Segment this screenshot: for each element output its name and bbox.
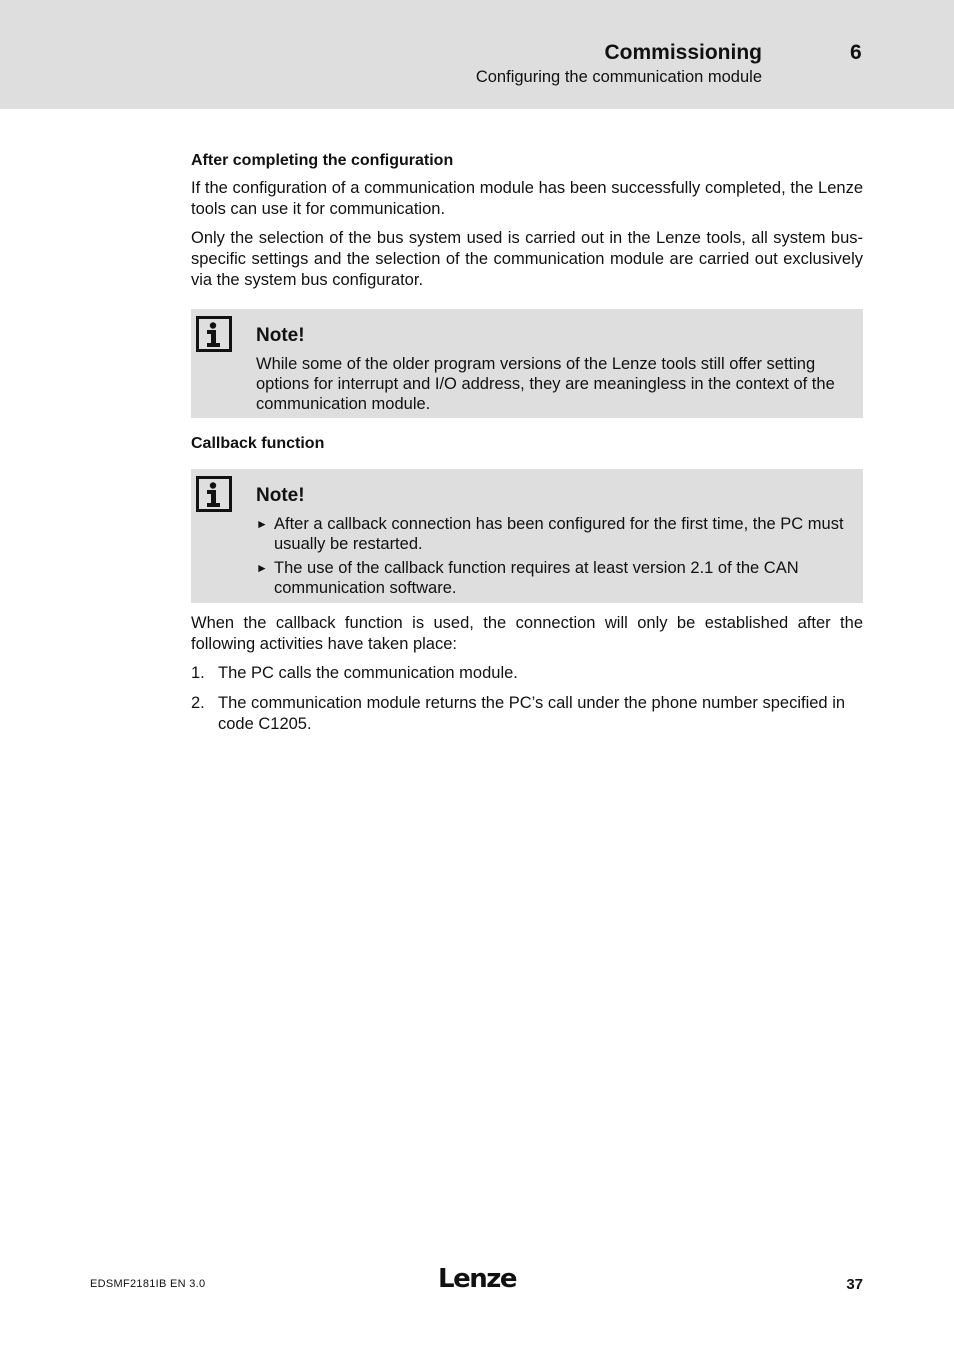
section-heading-callback: Callback function [191,435,325,452]
bullet-text: After a callback connection has been configured for the first time, the PC must usually be restarted. [274,515,844,553]
info-icon [196,476,232,512]
note-title: Note! [256,325,305,346]
note-title: Note! [256,485,305,506]
chapter-subtitle: Configuring the communication module [475,68,762,86]
page-number: 37 [846,1276,863,1293]
paragraph: When the callback function is used, the connection will only be established after the following activities have taken place: [191,614,863,653]
page-content [191,150,863,744]
bullet-text: The use of the callback function requires at least version 2.1 of the CAN communication software. [274,559,799,597]
section-heading-after-config: After completing the configuration [191,152,454,169]
chapter-title: Commissioning [604,41,762,64]
list-text: The PC calls the communication module. [218,664,518,682]
footer-document-id: EDSMF2181IB EN 3.0 [90,1278,206,1290]
list-item [191,663,863,684]
chapter-number: 6 [850,41,862,64]
list-item [191,693,863,735]
triangle-bullet-icon: ► [256,517,268,531]
note-box [191,309,863,418]
lenze-logo: Lenze [438,1264,516,1294]
list-number: 2. [191,694,205,712]
list-text: The communication module returns the PC’s call under the phone number specified in code C1205. [218,694,846,733]
note-text: While some of the older program versions of the Lenze tools still offer setting options for interrupt and I/O address, they are meaningless in the context of the communication module. [256,355,835,413]
note-box [191,469,863,603]
paragraph: If the configuration of a communication module has been successfully completed, the Lenze tools can use it for communication. [191,179,863,218]
list-number: 1. [191,664,205,682]
triangle-bullet-icon: ► [256,561,268,575]
info-icon [196,316,232,352]
paragraph: Only the selection of the bus system used is carried out in the Lenze tools, all system bus-specific settings and the selection of the communication module are carried out exclusively via the system bus configurator. [191,229,863,289]
note-bullet [256,558,845,598]
header-band [0,0,954,109]
note-bullet [256,514,845,554]
